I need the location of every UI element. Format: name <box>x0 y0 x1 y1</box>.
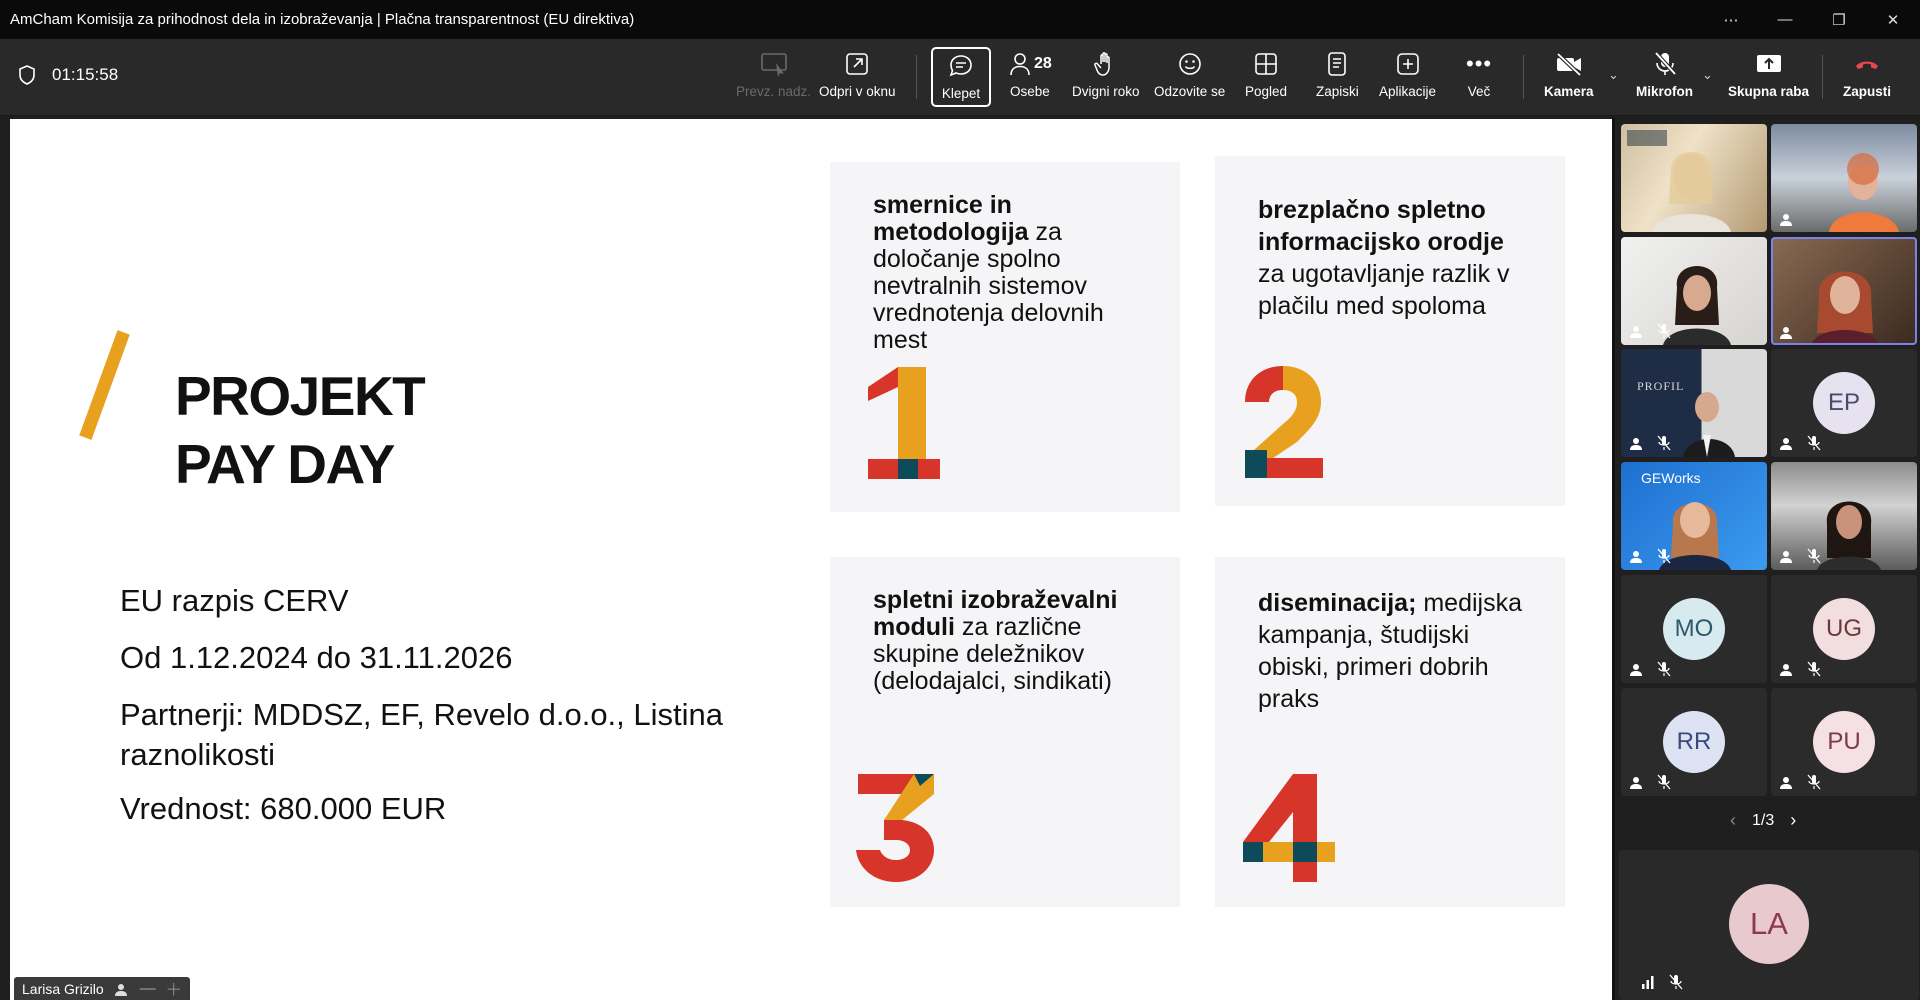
ellipsis-icon: ••• <box>1466 51 1493 76</box>
chat-label: Klepet <box>941 86 981 101</box>
tile-status-icons <box>1779 548 1821 564</box>
participant-icon <box>1629 662 1645 676</box>
goal-card-bold: brezplačno spletno informacijsko orodje <box>1258 196 1504 256</box>
goal-card-text <box>1258 587 1535 715</box>
number-1 <box>864 367 940 479</box>
timer-text: 01:15:58 <box>52 65 119 84</box>
goal-card-text <box>873 587 1150 695</box>
participant-icon <box>1629 549 1645 563</box>
mic-off-icon <box>1657 774 1671 790</box>
leave-button[interactable] <box>1843 47 1891 107</box>
close-button[interactable]: ✕ <box>1886 11 1900 29</box>
genworks-logo: GEWorks <box>1641 470 1701 486</box>
participant-icon <box>1779 436 1795 450</box>
mic-off-icon <box>1669 974 1683 990</box>
people-button[interactable] <box>1008 47 1052 107</box>
tile-status-icons <box>1779 661 1821 677</box>
goal-card-rest: medijska kampanja, študijski obiski, primeri dobrih praks <box>1258 589 1522 713</box>
participant-icon <box>1779 549 1795 563</box>
number-4 <box>1241 774 1337 882</box>
raise-hand-label: Dvigni roko <box>1072 84 1140 99</box>
goal-card-bold: diseminacija; <box>1258 589 1417 617</box>
video-tile[interactable] <box>1771 237 1917 345</box>
goal-card-bold: smernice in metodologija <box>873 191 1029 246</box>
mic-options-chevron-icon[interactable]: ⌄ <box>1702 67 1713 82</box>
video-tile[interactable] <box>1621 462 1767 570</box>
screen-control-icon <box>759 50 789 78</box>
notes-label: Zapiski <box>1316 84 1359 99</box>
minimize-button[interactable]: — <box>1777 11 1793 28</box>
camera-button[interactable] <box>1544 47 1594 107</box>
minimize-self-icon[interactable]: — <box>139 979 156 997</box>
avatar-tile[interactable] <box>1771 575 1917 683</box>
shield-icon <box>18 65 36 85</box>
popout-icon <box>843 50 871 78</box>
more-label: Več <box>1467 84 1491 99</box>
avatar: PU <box>1813 711 1875 773</box>
more-options-icon[interactable]: ⋯ <box>1723 11 1739 29</box>
window-titlebar <box>0 0 1920 39</box>
camera-options-chevron-icon[interactable]: ⌄ <box>1608 67 1619 82</box>
slide-title-line2: PAY DAY <box>175 433 394 495</box>
expand-self-icon[interactable]: ＋ <box>165 982 182 999</box>
mic-off-icon <box>1807 548 1821 564</box>
goal-card-text <box>1258 186 1535 322</box>
window-title: AmCham Komisija za prihodnost dela in izobraževanja | Plačna transparentnost (EU direktiva) <box>10 11 635 28</box>
add-app-icon <box>1395 51 1421 77</box>
chat-button[interactable] <box>931 47 991 107</box>
avatar-tile[interactable] <box>1771 688 1917 796</box>
video-tile[interactable] <box>1771 124 1917 232</box>
mic-off-icon <box>1657 435 1671 451</box>
tile-status-icons <box>1629 774 1671 790</box>
self-name: Larisa Grizilo <box>22 980 104 997</box>
number-2 <box>1243 366 1325 478</box>
goal-card-3 <box>830 557 1180 907</box>
mic-off-icon <box>1657 323 1671 339</box>
video-tile[interactable] <box>1621 237 1767 345</box>
chevron-right-icon[interactable]: › <box>1790 810 1797 830</box>
info-value: Vrednost: 680.000 EUR <box>120 791 447 826</box>
shared-content-stage <box>0 117 1612 1000</box>
chevron-left-icon[interactable]: ‹ <box>1730 810 1736 830</box>
avatar-tile[interactable] <box>1621 575 1767 683</box>
avatar-tile[interactable] <box>1621 688 1767 796</box>
participants-panel <box>1612 117 1920 1000</box>
participant-icon <box>1779 212 1795 226</box>
gallery-pager <box>1730 810 1796 831</box>
info-call: EU razpis CERV <box>120 583 349 618</box>
mic-off-icon <box>1657 661 1671 677</box>
avatar-tile[interactable] <box>1771 349 1917 457</box>
tile-status-icons <box>1629 435 1671 451</box>
camera-off-icon <box>1554 51 1584 77</box>
react-button[interactable] <box>1154 47 1225 107</box>
mic-label: Mikrofon <box>1636 84 1693 99</box>
grid-view-icon <box>1253 51 1279 77</box>
view-button[interactable] <box>1245 47 1287 107</box>
camera-label: Kamera <box>1544 84 1594 99</box>
signal-icon <box>1641 975 1655 989</box>
goal-card-text <box>873 192 1150 354</box>
mic-off-icon <box>1807 435 1821 451</box>
avatar: LA <box>1729 884 1809 964</box>
goal-card-1 <box>830 162 1180 512</box>
chat-icon <box>947 52 975 80</box>
people-count: 28 <box>1034 55 1052 72</box>
mic-off-icon <box>1807 774 1821 790</box>
participant-icon <box>1779 662 1795 676</box>
profil-logo: PROFIL <box>1637 379 1685 393</box>
video-tile[interactable] <box>1771 462 1917 570</box>
info-dates: Od 1.12.2024 do 31.11.2026 <box>120 640 513 675</box>
share-screen-icon <box>1754 51 1784 77</box>
take-control-label: Prevz. nadz. <box>736 84 812 99</box>
avatar: RR <box>1663 711 1725 773</box>
share-button[interactable] <box>1728 47 1809 107</box>
goal-card-rest: za različne skupine deležnikov (delodajalci, sindikati) <box>873 613 1113 695</box>
people-icon <box>1008 51 1032 77</box>
raise-hand-button[interactable] <box>1072 47 1140 107</box>
react-label: Odzovite se <box>1154 84 1226 99</box>
people-label: Osebe <box>1010 84 1050 99</box>
participant-icon <box>1629 775 1645 789</box>
mic-off-icon <box>1807 661 1821 677</box>
tile-status-icons <box>1779 212 1795 226</box>
participant-video <box>1621 124 1767 232</box>
video-tile[interactable] <box>1621 349 1767 457</box>
project-info <box>120 581 800 846</box>
take-control-button[interactable] <box>736 47 811 107</box>
more-button[interactable] <box>1466 47 1492 107</box>
restore-button[interactable]: ❐ <box>1832 11 1846 29</box>
view-label: Pogled <box>1245 84 1288 99</box>
slide-title-line1: PROJEKT <box>175 365 425 427</box>
avatar: MO <box>1663 598 1725 660</box>
avatar: EP <box>1813 372 1875 434</box>
tile-status-icons <box>1629 323 1671 339</box>
slide-title <box>175 362 424 498</box>
hand-icon <box>1093 50 1119 78</box>
notes-icon <box>1325 50 1349 78</box>
info-partners: Partnerji: MDDSZ, EF, Revelo d.o.o., Listina raznolikosti <box>120 697 724 772</box>
leave-label: Zapusti <box>1843 84 1892 99</box>
participant-icon <box>114 982 130 996</box>
toolbar-separator <box>1822 55 1823 99</box>
avatar: UG <box>1813 598 1875 660</box>
tile-status-icons <box>1779 435 1821 451</box>
popout-button[interactable] <box>819 47 896 107</box>
tile-status-icons <box>1779 325 1795 339</box>
apps-button[interactable] <box>1379 47 1436 107</box>
tile-status-icons <box>1629 548 1671 564</box>
goal-card-4 <box>1215 557 1565 907</box>
goal-card-bold: spletni izobraževalni moduli <box>873 586 1118 641</box>
meeting-toolbar <box>0 39 1920 116</box>
tile-status-icons <box>1641 974 1683 990</box>
popout-label: Odpri v oknu <box>819 84 896 99</box>
participant-icon <box>1779 325 1795 339</box>
apps-label: Aplikacije <box>1379 84 1437 99</box>
goal-card-2 <box>1215 156 1565 506</box>
hang-up-icon <box>1852 51 1882 77</box>
meeting-timer <box>18 65 118 85</box>
self-video-label[interactable] <box>14 977 190 1000</box>
toolbar-separator <box>1523 55 1524 99</box>
accent-slash <box>79 330 130 440</box>
mic-off-icon <box>1652 50 1678 78</box>
pager-text: 1/3 <box>1752 811 1775 829</box>
tile-status-icons <box>1779 774 1821 790</box>
tile-status-icons <box>1629 661 1671 677</box>
goal-card-rest: za ugotavljanje razlik v plačilu med spoloma <box>1258 260 1510 320</box>
participant-icon <box>1779 775 1795 789</box>
presentation-slide <box>10 119 1612 1000</box>
self-tile[interactable] <box>1619 850 1919 1000</box>
number-3 <box>854 774 938 882</box>
toolbar-separator <box>916 55 917 99</box>
notes-button[interactable] <box>1316 47 1359 107</box>
participant-icon <box>1629 324 1645 338</box>
smile-icon <box>1176 50 1204 78</box>
share-label: Skupna raba <box>1728 84 1810 99</box>
mic-off-icon <box>1657 548 1671 564</box>
participant-icon <box>1629 436 1645 450</box>
mic-button[interactable] <box>1636 47 1693 107</box>
goal-card-rest: za določanje spolno nevtralnih sistemov vrednotenja delovnih mest <box>873 218 1104 354</box>
video-tile[interactable] <box>1621 124 1767 232</box>
